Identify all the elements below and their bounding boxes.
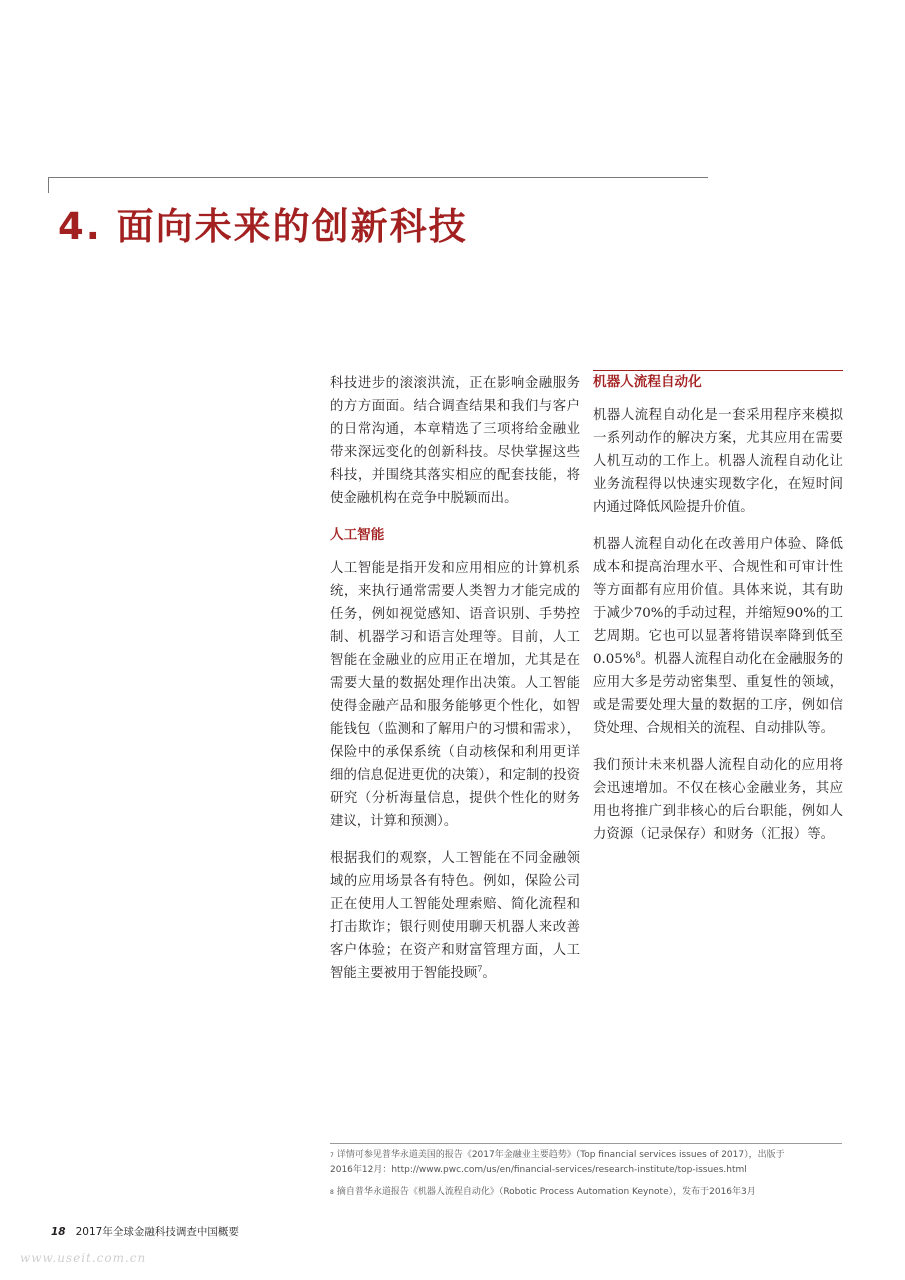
header-rule-horizontal — [48, 177, 708, 178]
footnote-link-text[interactable]: 2016年12月：http://www.pwc.com/us/en/financial-services/research-institute/top-issues.html — [330, 1165, 747, 1175]
ai-paragraph-2-end: 。 — [482, 966, 496, 981]
ai-heading: 人工智能 — [330, 527, 385, 543]
footnote-8 — [330, 1185, 842, 1200]
watermark: www.useit.com.cn — [20, 1251, 147, 1265]
rpa-paragraph-1: 机器人流程自动化是一套采用程序来模拟一系列动作的解决方案，尤其应用在需要人机互动的工作上。机器人流程自动化让业务流程得以快速实现数字化，在短时间内通过降低风险提升价值。 — [593, 408, 843, 515]
report-title: 2017年全球金融科技调查中国概要 — [75, 1226, 239, 1238]
rpa-paragraph-2-text-b: 。机器人流程自动化在金融服务的应用大多是劳动密集型、重复性的领域，或是需要处理大量的数据的工序，例如信贷处理、合规相关的流程、自动排队等。 — [593, 652, 843, 736]
rpa-paragraph-3: 我们预计未来机器人流程自动化的应用将会迅速增加。不仅在核心金融业务，其应用也将推广到非核心的后台职能，例如人力资源（记录保存）和财务（汇报）等。 — [593, 758, 843, 842]
rpa-paragraph-2-text-a: 机器人流程自动化在改善用户体验、降低成本和提高治理水平、合规性和可审计性等方面都有应用价值。具体来说，其有助于减少70%的手动过程，并缩短90%的工艺周期。它也可以显著将错误率降到低至0.05% — [593, 537, 843, 667]
footnote-text: 详情可参见普华永道美国的报告《2017年金融业主要趋势》（Top financial services issues of 2017），出版于 — [336, 1150, 785, 1160]
rpa-heading: 机器人流程自动化 — [593, 370, 843, 394]
footnotes — [330, 1143, 842, 1207]
header-rule-vertical — [48, 177, 49, 193]
footnote-mark: 8 — [330, 1189, 334, 1196]
page-number: 18 — [51, 1226, 66, 1238]
intro-paragraph: 科技进步的滚滚洪流，正在影响金融服务的方方面面。结合调查结果和我们与客户的日常沟通，本章精选了三项将给金融业带来深远变化的创新科技。尽快掌握这些科技，并围绕其落实相应的配套技能，将使金融机构在竞争中脱颖而出。 — [330, 376, 580, 506]
footnote-mark: 7 — [330, 1152, 334, 1159]
chapter-title: 4. 面向未来的创新科技 — [58, 205, 468, 248]
footnote-text: 摘自普华永道报告《机器人流程自动化》（Robotic Process Automation Keynote），发布于2016年3月 — [336, 1187, 756, 1197]
page-footer — [51, 1224, 239, 1239]
ai-paragraph-1: 人工智能是指开发和应用相应的计算机系统，来执行通常需要人类智力才能完成的任务，例如视觉感知、语音识别、手势控制、机器学习和语言处理等。目前，人工智能在金融业的应用正在增加，尤其是在需要大量的数据处理作出决策。人工智能使得金融产品和服务能够更个性化，如智能钱包（监测和了解用户的习惯和需求），保险中的承保系统（自动核保和利用更详细的信息促进更优的决策），和定制的投资研究（分析海量信息，提供个性化的财务建议，计算和预测）。 — [330, 561, 580, 829]
footnote-ref-7[interactable]: 7 — [477, 964, 483, 974]
rpa-paragraph-2 — [593, 533, 843, 740]
left-column — [330, 372, 580, 999]
footnote-ref-8[interactable]: 8 — [635, 650, 641, 660]
ai-paragraph-2 — [330, 847, 580, 985]
ai-paragraph-2-text: 根据我们的观察，人工智能在不同金融领域的应用场景各有特色。例如，保险公司正在使用人工智能处理索赔、简化流程和打击欺诈；银行则使用聊天机器人来改善客户体验；在资产和财富管理方面，人工智能主要被用于智能投顾 — [330, 851, 580, 981]
right-column — [593, 372, 843, 860]
footnote-7 — [330, 1148, 842, 1178]
